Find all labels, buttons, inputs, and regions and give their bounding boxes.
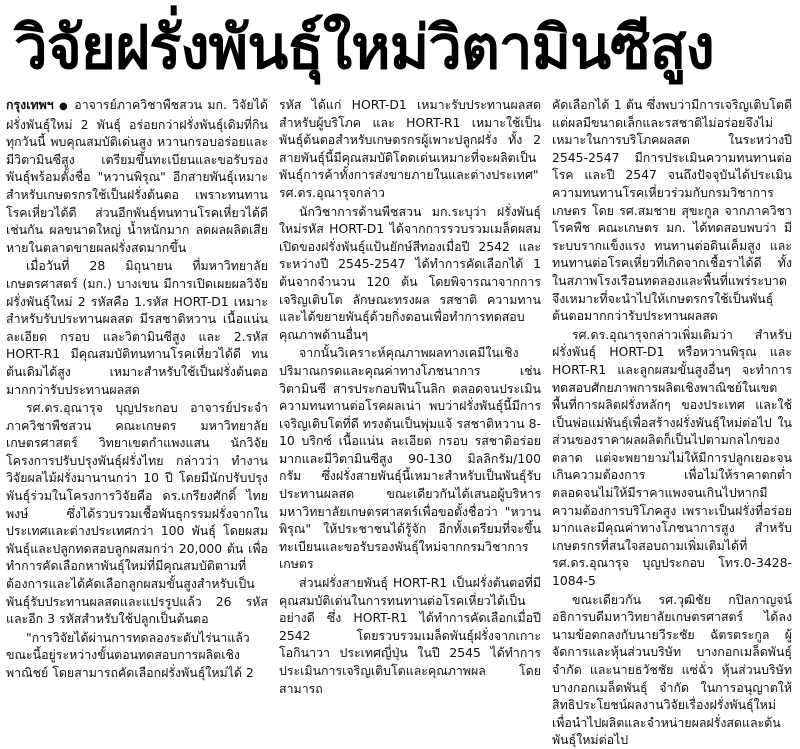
paragraph: นักวิชาการด้านพืชสวน มก.ระบุว่า ฝรั่งพันธุ์ใหม่รหัส HORT-D1 ได้จากการรวบรวมเมล็ดผสมเปิดของฝรั่งพันธุ์แป้นยักษ์สีทองเมื่อปี 2542 และระหว่างปี 2545-2547 ได้ทำการคัดเลือกได้ 1 ต้นจากจำนวน 120 ต้น โดยพิจารณาจากการเจริญเติบโต ลักษณะทรงผล รสชาติ ความทานและได้ขยายพันธุ์ด้วยกิ่งตอนเพื่อทำการทดสอบคุณภาพด้านอื่นๆ [279, 203, 541, 342]
bullet-icon: ● [59, 101, 70, 112]
article-column-2 [279, 96, 541, 738]
paragraph: เมื่อวันที่ 28 มิถุนายน ที่มหาวิทยาลัยเกษตรศาสตร์ (มก.) บางเขน มีการเปิดเผยผลวิจัยฝรั่งพันธุ์ใหม่ 2 รหัสคือ 1.รหัส HORT-D1 เหมาะสำหรับรับประทานผลสด มีรสชาติหวาน เนื้อแน่น ละเอียด กรอบ และวิตามินซีสูง และ 2.รหัส HORT-R1 มีคุณสมบัติทนทานโรคเหี่ยวได้ดี ทนต้นเดิมได้สูง เหมาะสำหรับใช้เป็นฝรั่งต้นตอมากกว่ารับประทานผลสด [6, 258, 268, 397]
paragraph: "การวิจัยได้ผ่านการทดลองระดับไร่นาแล้ว ขณะนี้อยู่ระหว่างขั้นตอนทดสอบการผลิตเชิงพาณิชย์ โดยสามารถคัดเลือกฝรั่งพันธุ์ใหม่ได้ 2 [6, 629, 254, 680]
lead-paragraph [6, 96, 268, 256]
paragraph: รหัส ได้แก่ HORT-D1 เหมาะรับประทานผลสดสำหรับผู้บริโภค และ HORT-R1 เหมาะใช้เป็นพันธุ์ต้นตอสำหรับเกษตรกรผู้เพาะปลูกฝรั่ง ทั้ง 2 สายพันธุ์นี้มีคุณสมบัติโดดเด่นเหมาะที่จะผลิตเป็นพันธุ์การค้าทั้งการส่งขายภายในและต่างประเทศ" รศ.ดร.อุณารุจกล่าว [279, 97, 541, 200]
dateline: กรุงเทพฯ [6, 97, 54, 112]
paragraph: รศ.ดร.อุณารุจ บุญประกอบ อาจารย์ประจำภาควิชาพืชสวน คณะเกษตร มหาวิทยาลัยเกษตรศาสตร์ วิทยาเขตกำแพงแสน นักวิจัยโครงการปรับปรุงพันธุ์ฝรั่งไทย กล่าวว่า ทำงานวิจัยผลไม้ฝรั่งมานานกว่า 10 ปี โดยมีนักปรับปรุงพันธุ์ร่วมในโครงการวิจัยคือ ดร.เกรียงศักดิ์ ไทยพงษ์ ซึ่งได้รวบรวมเชื้อพันธุกรรมฝรั่งจากในประเทศและต่างประเทศกว่า 100 พันธุ์ โดยผสมพันธุ์และปลูกทดสอบลูกผสมกว่า 20,000 ต้น เพื่อทำการคัดเลือกหาพันธุ์ใหม่ที่มีคุณสมบัติตามที่ต้องการและได้คัดเลือกลูกผสมขั้นสูงสำหรับเป็นพันธุ์รับประทานผลสดและแปรรูปแล้ว 26 รหัส และอีก 3 รหัสสำหรับใช้ปลูกเป็นต้นตอ [6, 400, 268, 627]
headline: วิจัยฝรั่งพันธุ์ใหม่วิตามินซีสูง [14, 13, 714, 83]
paragraph-text: อาจารย์ภาควิชาพืชสวน มก. วิจัยได้ฝรั่งพันธุ์ใหม่ 2 พันธุ์ อร่อยกว่าฝรั่งพันธุ์เดิมที่กินทุกวันนี้ พบคุณสมบัติเด่นสูง หวานกรอบอร่อยและมีวิตามินซีสูง เตรียมขึ้นทะเบียนและขอรับรองพันธุ์พร้อมตั้งชื่อ "หวานพิรุณ" อีกสายพันธุ์เหมาะสำหรับเกษตรกรใช้เป็นฝรั่งต้นตอ เพราะทนทานโรคเหี่ยวได้ดี ส่วนอีกพันธุ์ทนทานโรคเหี่ยวได้ดีเช่นกัน ผลขนาดใหญ่ น้ำหนักมาก ลดผลผลิตเสียหายในตลาดขายผลฝรั่งสดมากขึ้น [6, 97, 268, 255]
paragraph: ส่วนฝรั่งสายพันธุ์ HORT-R1 เป็นฝรั่งต้นตอที่มีคุณสมบัติเด่นในการทนทานต่อโรคเหี่ยวได้เป็นอย่างดี ซึ่ง HORT-R1 ได้ทำการคัดเลือกเมื่อปี 2542 โดยรวบรวมเมล็ดพันธุ์ฝรั่งจากเกาะโอกินาวา ประเทศญี่ปุ่น ในปี 2545 ได้ทำการประเมินการเจริญเติบโตและคุณภาพผล โดยสามารถ [279, 575, 541, 696]
paragraph: รศ.ดร.อุณารุจกล่าวเพิ่มเติมว่า สำหรับฝรั่งพันธุ์ HORT-D1 หรือหวานพิรุณ และ HORT-R1 และลูกผสมขั้นสูงอื่นๆ จะทำการทดสอบศักยภาพการผลิตเชิงพาณิชย์ในเขตพื้นที่การผลิตฝรั่งหลักๆ ของประเทศ และใช้เป็นพ่อแม่พันธุ์เพื่อสร้างฝรั่งพันธุ์ใหม่ต่อไป ในส่วนของราคาผลผลิตก็เป็นไปตามกลไกของตลาด แต่จะพยายามไม่ให้มีการปลูกเยอะจนเกินความต้องการ เพื่อไม่ให้ราคาตกต่ำ ตลอดจนไม่ให้มีราคาแพงจนเกินไปหากมีความต้องการบริโภคสูง เพราะเป็นฝรั่งที่อร่อยมากและมีคุณค่าทางโภชนาการสูง สำหรับเกษตรกรที่สนใจสอบถามเพิ่มเติมได้ที่ รศ.ดร.อุณารุจ บุญประกอบ โทร.0-3428-1084-5 [552, 326, 792, 589]
article-column-1 [6, 96, 268, 738]
paragraph: จากนั้นวิเคราะห์คุณภาพผลทางเคมีในเชิงปริมาณกรดและคุณค่าทางโภชนาการ เช่น วิตามินซี สารประกอบฟีนโนลิก ตลอดจนประเมินความทนทานต่อโรคผลเน่า พบว่าฝรั่งพันธุ์นี้มีการเจริญเติบโตที่ดี ทรงต้นเป็นพุ่มแจ้ รสชาติหวาน 8-10 บริกซ์ เนื้อแน่น ละเอียด กรอบ รสชาติอร่อยมากและมีวิตามินซีสูง 90-130 มิลลิกรัม/100 กรัม ซึ่งฝรั่งสายพันธุ์นี้เหมาะสำหรับเป็นพันธุ์รับประทานผลสด ขณะเดียวกันได้เสนอผู้บริหารมหาวิทยาลัยเกษตรศาสตร์เพื่อขอตั้งชื่อว่า "หวานพิรุณ" ให้ประชาชนได้รู้จัก อีกทั้งเตรียมที่จะขึ้นทะเบียนและขอรับรองพันธุ์ใหม่จากกรมวิชาการเกษตร [279, 345, 541, 572]
article-column-3 [552, 96, 792, 748]
paragraph: ขณะเดียวกัน รศ.วุฒิชัย กปิลกาญจน์ อธิการบดีมหาวิทยาลัยเกษตรศาสตร์ ได้ลงนามข้อตกลงกับนายวีระชัย ฉัตรตระกูล ผู้จัดการและหุ้นส่วนบริษัท บางกอกเมล็ดพันธุ์ จำกัด และนายธวัชชัย แซ่ฉั่ว หุ้นส่วนบริษัท บางกอกเมล็ดพันธุ์ จำกัด ในการอนุญาตให้สิทธิประโยชน์ผลงานวิจัยเรื่องฝรั่งพันธุ์ใหม่ เพื่อนำไปผลิตและจำหน่ายผลฝรั่งสดและต้นพันธุ์ใหม่ต่อไป [552, 591, 792, 748]
paragraph: คัดเลือกได้ 1 ต้น ซึ่งพบว่ามีการเจริญเติบโตดี แต่ผลมีขนาดเล็กและรสชาติไม่อร่อยจึงไม่เหมาะในการบริโภคผลสด ในระหว่างปี 2545-2547 มีการประเมินความทนทานต่อโรค และปี 2547 จนถึงปัจจุบันได้ประเมินความทนทานโรคเหี่ยวร่วมกับกรมวิชาการเกษตร โดย รศ.สมชาย สุขะกูล จากภาควิชาโรคพืช คณะเกษตร มก. ได้ทดสอบพบว่า มีระบบรากแข็งแรง ทนทานต่อดินเค็มสูง และทนทานต่อโรคเหี่ยวที่เกิดจากเชื้อราได้ดี ทั้งในสภาพโรงเรือนทดลองและพื้นที่แพร่ระบาด จึงเหมาะที่จะนำไปให้เกษตรกรใช้เป็นพันธุ์ต้นตอมากกว่ารับประทานผลสด [552, 97, 792, 324]
